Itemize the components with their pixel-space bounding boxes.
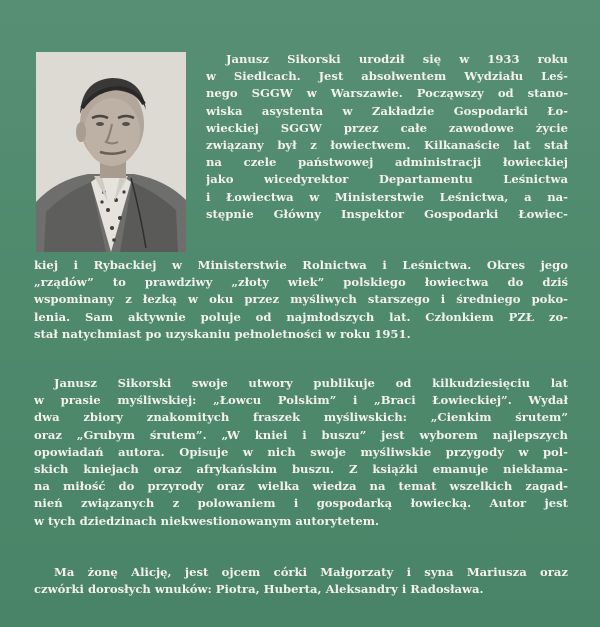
text-line: na miłość do przyrody oraz wielka wiedza na temat wszelkich zagad-	[34, 479, 568, 494]
text-line: wiska asystenta w Zakładzie Gospodarki Ło-	[206, 103, 568, 118]
text-line: stał natychmiast po uzyskaniu pełnoletności w roku 1951.	[34, 326, 411, 341]
text-line: i Łowiectwa w Ministerstwie Leśnictwa, a na-	[206, 189, 568, 204]
text-line: Ma żonę Alicję, jest ojcem córki Małgorzaty i syna Mariusza oraz	[54, 565, 568, 579]
bio-right-column	[206, 51, 568, 223]
text-line: w Siedlcach. Jest absolwentem Wydziału Leś-	[206, 69, 568, 84]
text-line: wspominany z łezką w oku przez myśliwych starszego i średniego poko-	[34, 292, 568, 307]
text-line: wieckiej SGGW przez całe zawodowe życie	[206, 120, 568, 135]
text-line: dwa zbiory znakomitych fraszek myśliwskich: „Cienkim śrutem”	[34, 410, 568, 425]
text-line: skich kniejach oraz afrykańskim buszu. Z książki emanuje niekłama-	[34, 461, 568, 476]
text-line: kiej i Rybackiej w Ministerstwie Rolnictwa i Leśnictwa. Okres jego	[34, 258, 568, 272]
bio-paragraph-1-continued	[34, 257, 568, 343]
text-line: opowiadań autora. Opisuje w nich swoje myśliwskie przygody w pol-	[34, 444, 568, 459]
text-line: nego SGGW w Warszawie. Począwszy od stano-	[206, 86, 568, 101]
bio-paragraph-2	[34, 375, 568, 530]
text-line: w prasie myśliwskiej: „Łowcu Polskim” i „Braci Łowieckiej”. Wydał	[34, 393, 568, 408]
text-line: nień związanych z polowaniem i gospodarką łowiecką. Autor jest	[34, 496, 568, 511]
text-line: Janusz Sikorski urodził się w 1933 roku	[226, 52, 568, 66]
text-line: Janusz Sikorski swoje utwory publikuje od kilkudziesięciu lat	[54, 376, 568, 390]
bio-paragraph-3	[34, 564, 568, 598]
text-line: „rządów” to prawdziwy „złoty wiek” polskiego łowiectwa do dziś	[34, 275, 568, 290]
text-line: na czele państwowej administracji łowieckiej	[206, 155, 568, 170]
text-line: jako wicedyrektor Departamentu Leśnictwa	[206, 172, 568, 187]
text-line: związany był z łowiectwem. Kilkanaście lat stał	[206, 137, 568, 152]
author-photo	[36, 52, 186, 252]
text-line: w tych dziedzinach niekwestionowanym autorytetem.	[34, 513, 380, 528]
text-line: czwórki dorosłych wnuków: Piotra, Huberta, Aleksandry i Radosława.	[34, 582, 484, 597]
text-line: stępnie Główny Inspektor Gospodarki Łowiec-	[206, 206, 568, 221]
author-portrait-image	[36, 52, 186, 252]
text-line: oraz „Grubym śrutem”. „W kniei i buszu” jest wyborem najlepszych	[34, 427, 568, 442]
text-line: lenia. Sam aktywnie poluje od najmłodszych lat. Członkiem PZŁ zo-	[34, 309, 568, 324]
